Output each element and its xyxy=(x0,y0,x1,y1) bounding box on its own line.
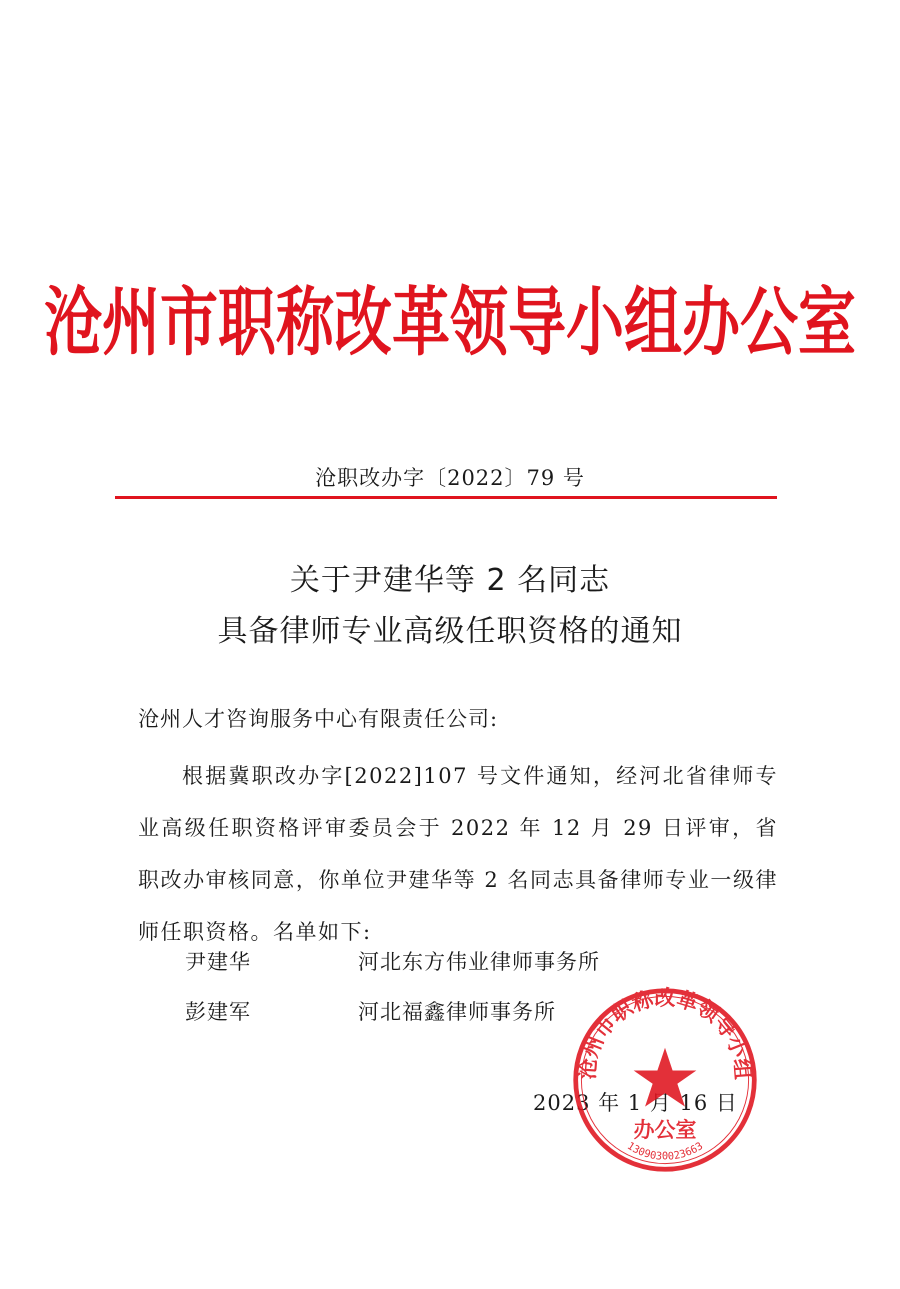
person-firm: 河北福鑫律师事务所 xyxy=(358,1000,556,1024)
official-seal-icon xyxy=(570,985,760,1175)
title-line-2: 具备律师专业高级任职资格的通知 xyxy=(217,614,683,649)
person-firm: 河北东方伟业律师事务所 xyxy=(358,950,600,974)
red-header-org: 沧州市职称改革领导小组办公室 xyxy=(43,278,856,366)
seal-center-text: 办公室 xyxy=(633,1118,697,1142)
svg-text:1309030023663 xyxy=(625,1140,705,1163)
body-paragraph: 根据冀职改办字[2022]107 号文件通知，经河北省律师专业高级任职资格评审委员会于 2022 年 12 月 29 日评审，省职改办审核同意，你单位尹建华等 2 名同志具备律师专业一级律师任职资格。名单如下: xyxy=(138,764,778,944)
seal-arc-text: 沧州市职称改革领导小组 xyxy=(575,985,755,1081)
title-line-1: 关于尹建华等 2 名同志 xyxy=(289,563,611,598)
person-name: 尹建华 xyxy=(185,950,251,974)
document-number: 沧职改办字〔2022〕79 号 xyxy=(315,466,585,490)
seal-code: 1309030023663 xyxy=(624,1139,706,1163)
addressee: 沧州人才咨询服务中心有限责任公司: xyxy=(138,707,499,731)
red-divider xyxy=(115,496,777,499)
person-name: 彭建军 xyxy=(185,1000,251,1024)
issue-date: 2023 年 1 月 16 日 xyxy=(533,1091,738,1115)
